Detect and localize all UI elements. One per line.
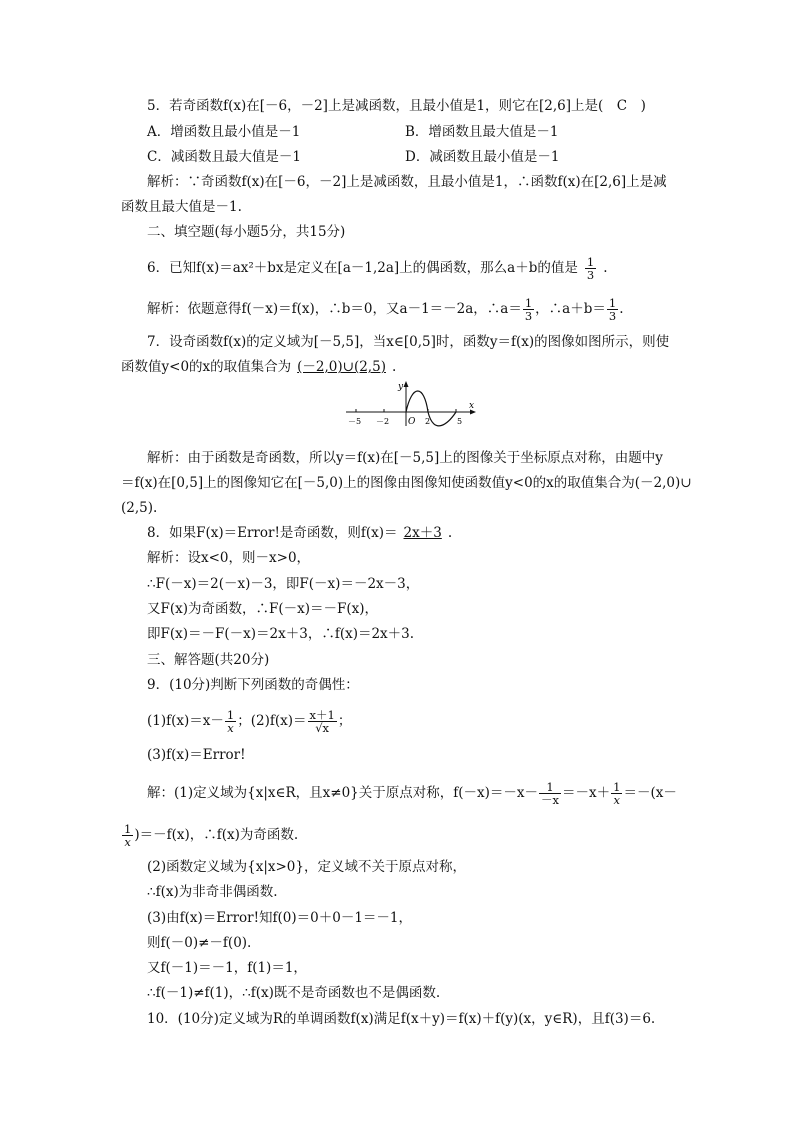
- section-answer-heading: 三、解答题(共20分): [147, 652, 270, 668]
- y-axis-label: y: [398, 382, 404, 392]
- q5-solution-line1: 解析：∵奇函数f(x)在[－6，－2]上是减函数，且最小值是1，∴函数f(x)在[2,6]上是减: [147, 174, 667, 190]
- q6-stem-text: 6．已知f(x)＝ax²＋bx是定义在[a－1,2a]上的偶函数，那么a＋b的值是: [147, 260, 578, 276]
- q5-option-b: B．增函数且最大值是－1: [405, 124, 559, 140]
- q8-answer-blank: 2x＋3: [403, 525, 442, 541]
- q6-fraction-b: $\frac{1}{3}$: [608, 296, 617, 323]
- q7-solution-line1: 解析：由于函数是奇函数，所以y＝f(x)在[－5,5]上的图像关于坐标原点对称，由题中y: [147, 450, 663, 466]
- q9-part1-text: (1)f(x)＝x－: [147, 713, 224, 729]
- q10-stem: 10．(10分)定义域为R的单调函数f(x)满足f(x＋y)＝f(x)＋f(y)(x，y∈R)，且f(3)＝6.: [147, 1011, 656, 1027]
- tick-label-neg2: －2: [376, 417, 390, 426]
- y-axis-arrow-icon: [404, 381, 409, 387]
- q9-solution-text-a: 解：(1)定义域为{x|x∈R，且x≠0}关于原点对称，f(－x)＝－x－: [147, 785, 539, 801]
- q9-part2-text: ；(2)f(x)＝: [237, 713, 307, 729]
- q8-stem: 8．如果F(x)＝Error!是奇函数，则f(x)＝ 2x＋3 .: [147, 525, 453, 541]
- q7-solution-line3: (2,5).: [121, 500, 158, 516]
- q6-fraction-a: $\frac{1}{3}$: [524, 296, 533, 323]
- q9-solution-line1: 解：(1)定义域为{x|x∈R，且x≠0}关于原点对称，f(－x)＝－x－ $\frac{1}{-x}$ ＝－x＋ $\frac{1}{x}$ ＝－(x－: [147, 780, 677, 807]
- q5-solution-line2: 函数且最大值是－1.: [121, 199, 242, 215]
- q5-stem: 5．若奇函数f(x)在[－6，－2]上是减函数，且最小值是1，则它在[2,6]上是( C ): [147, 98, 646, 114]
- q9-solution-text-b: ＝－x＋: [562, 785, 611, 801]
- q9-solution-line2: $\frac{1}{x}$ )＝－f(x)，∴f(x)为奇函数.: [124, 822, 299, 849]
- q5-option-a: A．增函数且最小值是－1: [147, 124, 301, 140]
- tick-label-neg5: －5: [348, 417, 362, 426]
- q7-function-graph: [344, 380, 478, 428]
- q6-answer-numerator: 1: [586, 255, 595, 269]
- q9-solution-line8: ∴f(－1)≠f(1)，∴f(x)既不是奇函数也不是偶函数.: [147, 985, 441, 1001]
- section-fill-in-heading: 二、填空题(每小题5分，共15分): [147, 224, 346, 240]
- q8-solution-line4: 即F(x)＝－F(－x)＝2x＋3，∴f(x)＝2x＋3.: [147, 626, 415, 642]
- q7-stem-line1: 7．设奇函数f(x)的定义域为[－5,5]，当x∈[0,5]时，函数y＝f(x)的图像如图所示，则使: [147, 334, 670, 350]
- q9-parts-1-2: (1)f(x)＝x－ $\frac{1}{x}$ ；(2)f(x)＝ $\frac{x+1}{√x}$ ；: [147, 708, 352, 735]
- q7-answer-blank: (－2,0)∪(2,5): [297, 359, 386, 375]
- tick-label-2: 2: [425, 417, 431, 426]
- q8-solution-line3: 又F(x)为奇函数，∴F(－x)＝－F(x)，: [147, 601, 379, 617]
- q7-stem-line2: 函数值y<0的x的取值集合为 (－2,0)∪(2,5) .: [121, 359, 397, 375]
- q7-solution-line2: ＝f(x)在[0,5]上的图像知它在[－5,0)上的图像由图像知使函数值y<0的x的取值集合为(－2,0)∪: [121, 475, 692, 491]
- q5-option-c: C．减函数且最大值是－1: [147, 149, 301, 165]
- q9-part1-fraction: $\frac{1}{x}$: [226, 708, 235, 735]
- tick-label-5: 5: [457, 417, 463, 426]
- q9-solution-line7: 又f(－1)＝－1，f(1)＝1，: [147, 960, 307, 976]
- q6-stem: 6．已知f(x)＝ax²＋bx是定义在[a－1,2a]上的偶函数，那么a＋b的值是 $\frac{1}{3}$ .: [147, 255, 608, 282]
- q6-solution: 解析：依题意得f(－x)＝f(x)，∴b＝0，又a－1＝－2a，∴a＝ $\frac{1}{3}$ ，∴a＋b＝ $\frac{1}{3}$ .: [147, 296, 624, 323]
- x-axis-label: x: [469, 401, 475, 411]
- q6-solution-text-b: ，∴a＋b＝: [535, 301, 606, 317]
- q7-stem-line2-text: 函数值y<0的x的取值集合为: [121, 359, 292, 375]
- q9-solution-line5: (3)由f(x)＝Error!知f(0)＝0＋0－1＝－1，: [147, 910, 413, 926]
- q6-answer-blank: [578, 255, 603, 282]
- q8-stem-text: 8．如果F(x)＝Error!是奇函数，则f(x)＝: [147, 525, 398, 541]
- q6-solution-text-a: 解析：依题意得f(－x)＝f(x)，∴b＝0，又a－1＝－2a，∴a＝: [147, 301, 522, 317]
- q9-part2-fraction: $\frac{x+1}{√x}$: [309, 708, 335, 735]
- q9-solution-line4: ∴f(x)为非奇非偶函数.: [147, 884, 278, 900]
- q8-solution-line2: ∴F(－x)＝2(－x)－3，即F(－x)＝－2x－3，: [147, 576, 420, 592]
- q9-solution-line3: (2)函数定义域为{x|x>0}，定义域不关于原点对称，: [147, 859, 466, 875]
- q9-stem: 9．(10分)判断下列函数的奇偶性：: [147, 677, 359, 693]
- q6-answer-denominator: 3: [586, 268, 595, 282]
- q9-solution-line6: 则f(－0)≠－f(0).: [147, 935, 252, 951]
- origin-label: O: [408, 417, 416, 427]
- q8-solution-line1: 解析：设x<0，则－x>0，: [147, 550, 311, 566]
- q9-solution-text-c: ＝－(x－: [623, 785, 677, 801]
- q9-part3: (3)f(x)＝Error!: [147, 747, 246, 763]
- q5-option-d: D．减函数且最小值是－1: [405, 149, 560, 165]
